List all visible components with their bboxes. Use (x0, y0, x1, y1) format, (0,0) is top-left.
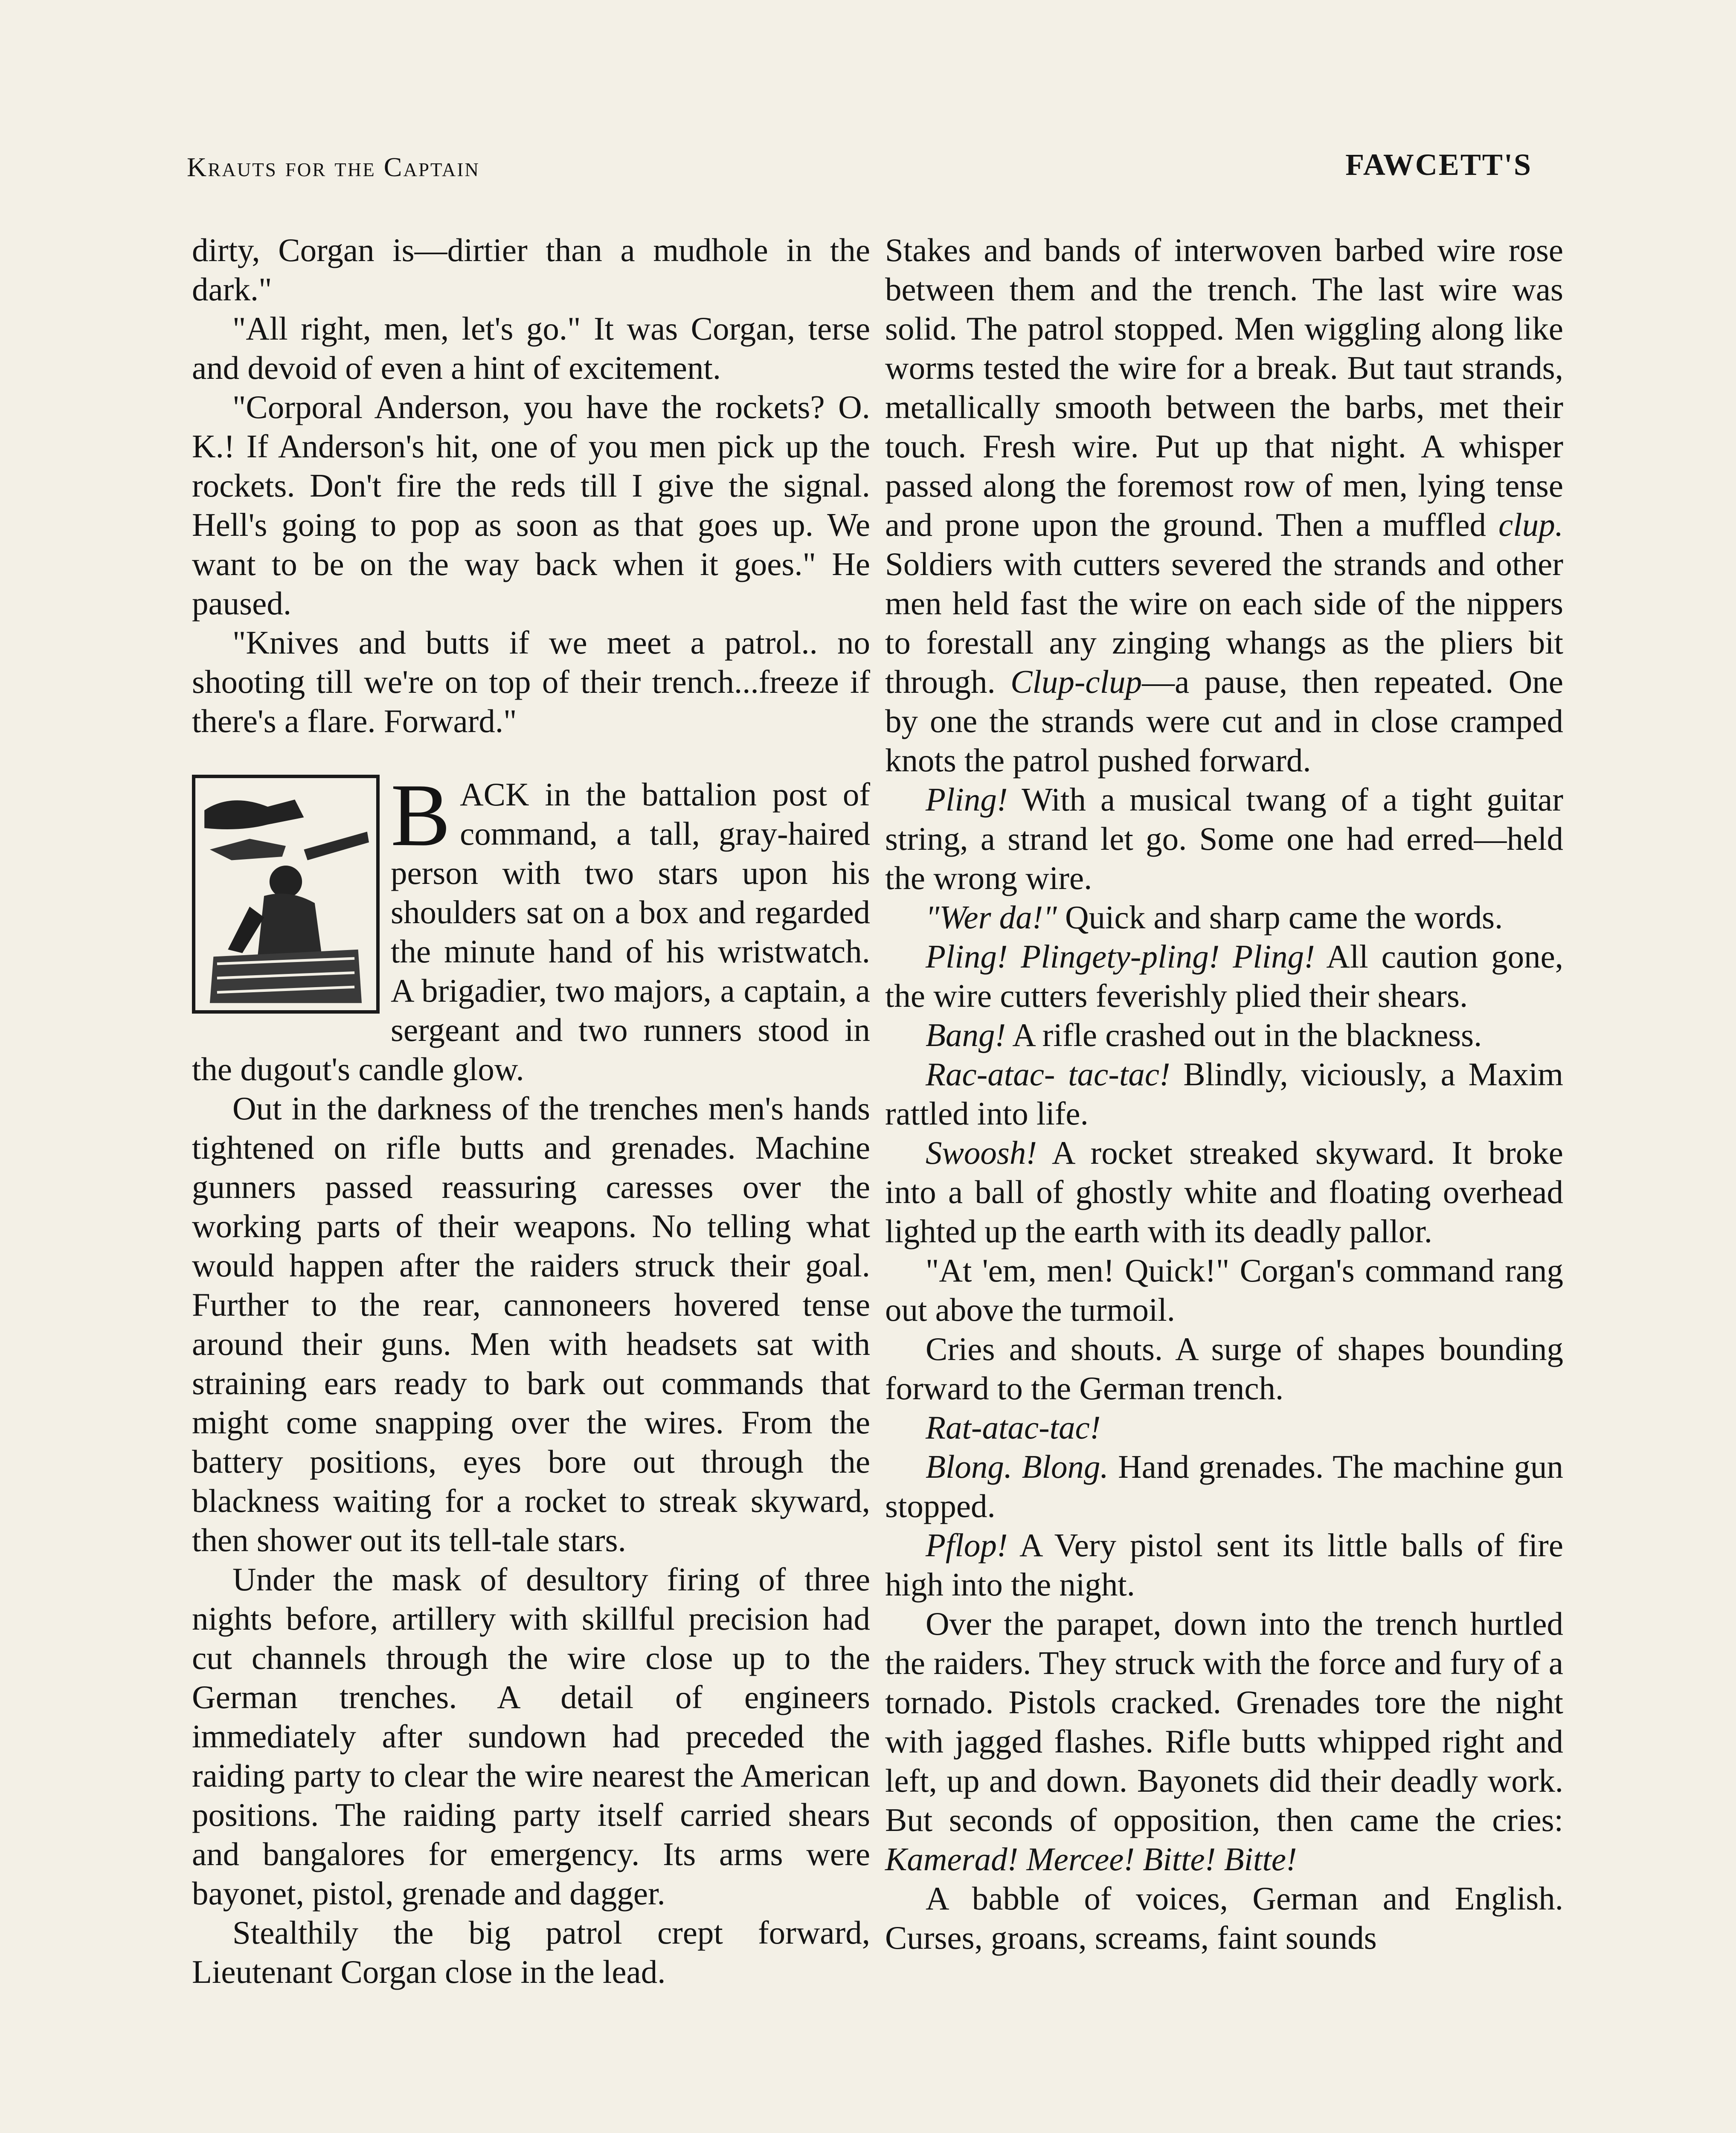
paragraph: "All right, men, let's go." It was Corgan, terse and devoid of even a hint of excitement. (192, 310, 870, 386)
paragraph: Bang! A rifle crashed out in the blackness. (926, 1017, 1482, 1053)
paragraph: "Wer da!" Quick and sharp came the words. (926, 899, 1503, 936)
right-column (885, 230, 1563, 1957)
paragraph: Over the parapet, down into the trench hurtled the raiders. They struck with the force and fury of a tornado. Pistols cracked. Grenades tore the night with jagged flashes. Rifle butts whipped right and left, up and down. Bayonets did their deadly work. But seconds of opposition, then came the cries: Kamerad! Mercee! Bitte! Bitte! (885, 1605, 1563, 1877)
magazine-title: FAWCETT'S (1345, 148, 1532, 182)
paragraph: dirty, Corgan is—dirtier than a mudhole in the dark." (192, 232, 870, 308)
paragraph: "Knives and butts if we meet a patrol.. no shooting till we're on top of their trench...freeze if there's a flare. Forward." (192, 624, 870, 739)
left-column (192, 230, 870, 1991)
paragraph: "Corporal Anderson, you have the rockets? O. K.! If Anderson's hit, one of you men pick up the rockets. Don't fire the reds till I give the signal. Hell's going to pop as soon as that goes up. We want to be on the way back when it goes." He paused. (192, 389, 870, 622)
running-title: Krauts for the Captain (187, 152, 480, 182)
drop-cap: B (391, 766, 451, 865)
paragraph: "At 'em, men! Quick!" Corgan's command rang out above the turmoil. (885, 1252, 1563, 1328)
paragraph: Cries and shouts. A surge of shapes bounding forward to the German trench. (885, 1331, 1563, 1407)
paragraph: Stealthily the big patrol crept forward, Lieutenant Corgan close in the lead. (192, 1914, 870, 1990)
soldier-illustration (192, 775, 380, 1014)
paragraph: Pling! Plingety-pling! Pling! All caution gone, the wire cutters feverishly plied their shears. (885, 938, 1563, 1014)
paragraph: Under the mask of desultory firing of three nights before, artillery with skillful precision had cut channels through the wire close up to the German trenches. A detail of engineers immediately after sundown had preceded the raiding party to clear the wire nearest the American positions. The raiding party itself carried shears and bangalores for emergency. Its arms were bayonet, pistol, grenade and dagger. (192, 1561, 870, 1912)
paragraph: Pflop! A Very pistol sent its little balls of fire high into the night. (885, 1527, 1563, 1603)
paragraph: Stakes and bands of interwoven barbed wire rose between them and the trench. The last wire was solid. The patrol stopped. Men wiggling along like worms tested the wire for a break. But taut strands, metallically smooth between the barbs, met their touch. Fresh wire. Put up that night. A whisper passed along the foremost row of men, lying tense and prone upon the ground. Then a muffled clup. Soldiers with cutters severed the strands and other men held fast the wire on each side of the nippers to forestall any zinging whangs as the pliers bit through. Clup-clup—a pause, then repeated. One by one the strands were cut and in close cramped knots the patrol pushed forward. (885, 232, 1563, 779)
section-opening (192, 766, 870, 1089)
paragraph: Out in the darkness of the trenches men's hands tightened on rifle butts and grenades. Machine gunners passed reassuring caresses over the working parts of their weapons. No telling what would happen after the raiders struck their goal. Further to the rear, cannoneers hovered tense around their guns. Men with headsets sat with straining ears ready to bark out commands that might come snapping over the wires. From the battery positions, eyes bore out through the blackness waiting for a rocket to streak skyward, then shower out its tell-tale stars. (192, 1090, 870, 1558)
paragraph: Rat-atac-tac! (926, 1409, 1101, 1446)
paragraph: Pling! With a musical twang of a tight guitar string, a strand let go. Some one had erred—held the wrong wire. (885, 781, 1563, 896)
paragraph: Swoosh! A rocket streaked skyward. It broke into a ball of ghostly white and floating overhead lighted up the earth with its deadly pallor. (885, 1134, 1563, 1250)
paragraph: Rac-atac- tac-tac! Blindly, viciously, a Maxim rattled into life. (885, 1056, 1563, 1132)
paragraph: A babble of voices, German and English. Curses, groans, screams, faint sounds (885, 1880, 1563, 1956)
section-opening-text: ACK in the battalion post of command, a tall, gray-haired person with two stars upon his shoulders sat on a box and regarded the minute hand of his wristwatch. A brigadier, two majors, a captain, a sergeant and two runners stood in the dugout's candle glow. (192, 776, 870, 1087)
paragraph: Blong. Blong. Hand grenades. The machine gun stopped. (885, 1448, 1563, 1524)
